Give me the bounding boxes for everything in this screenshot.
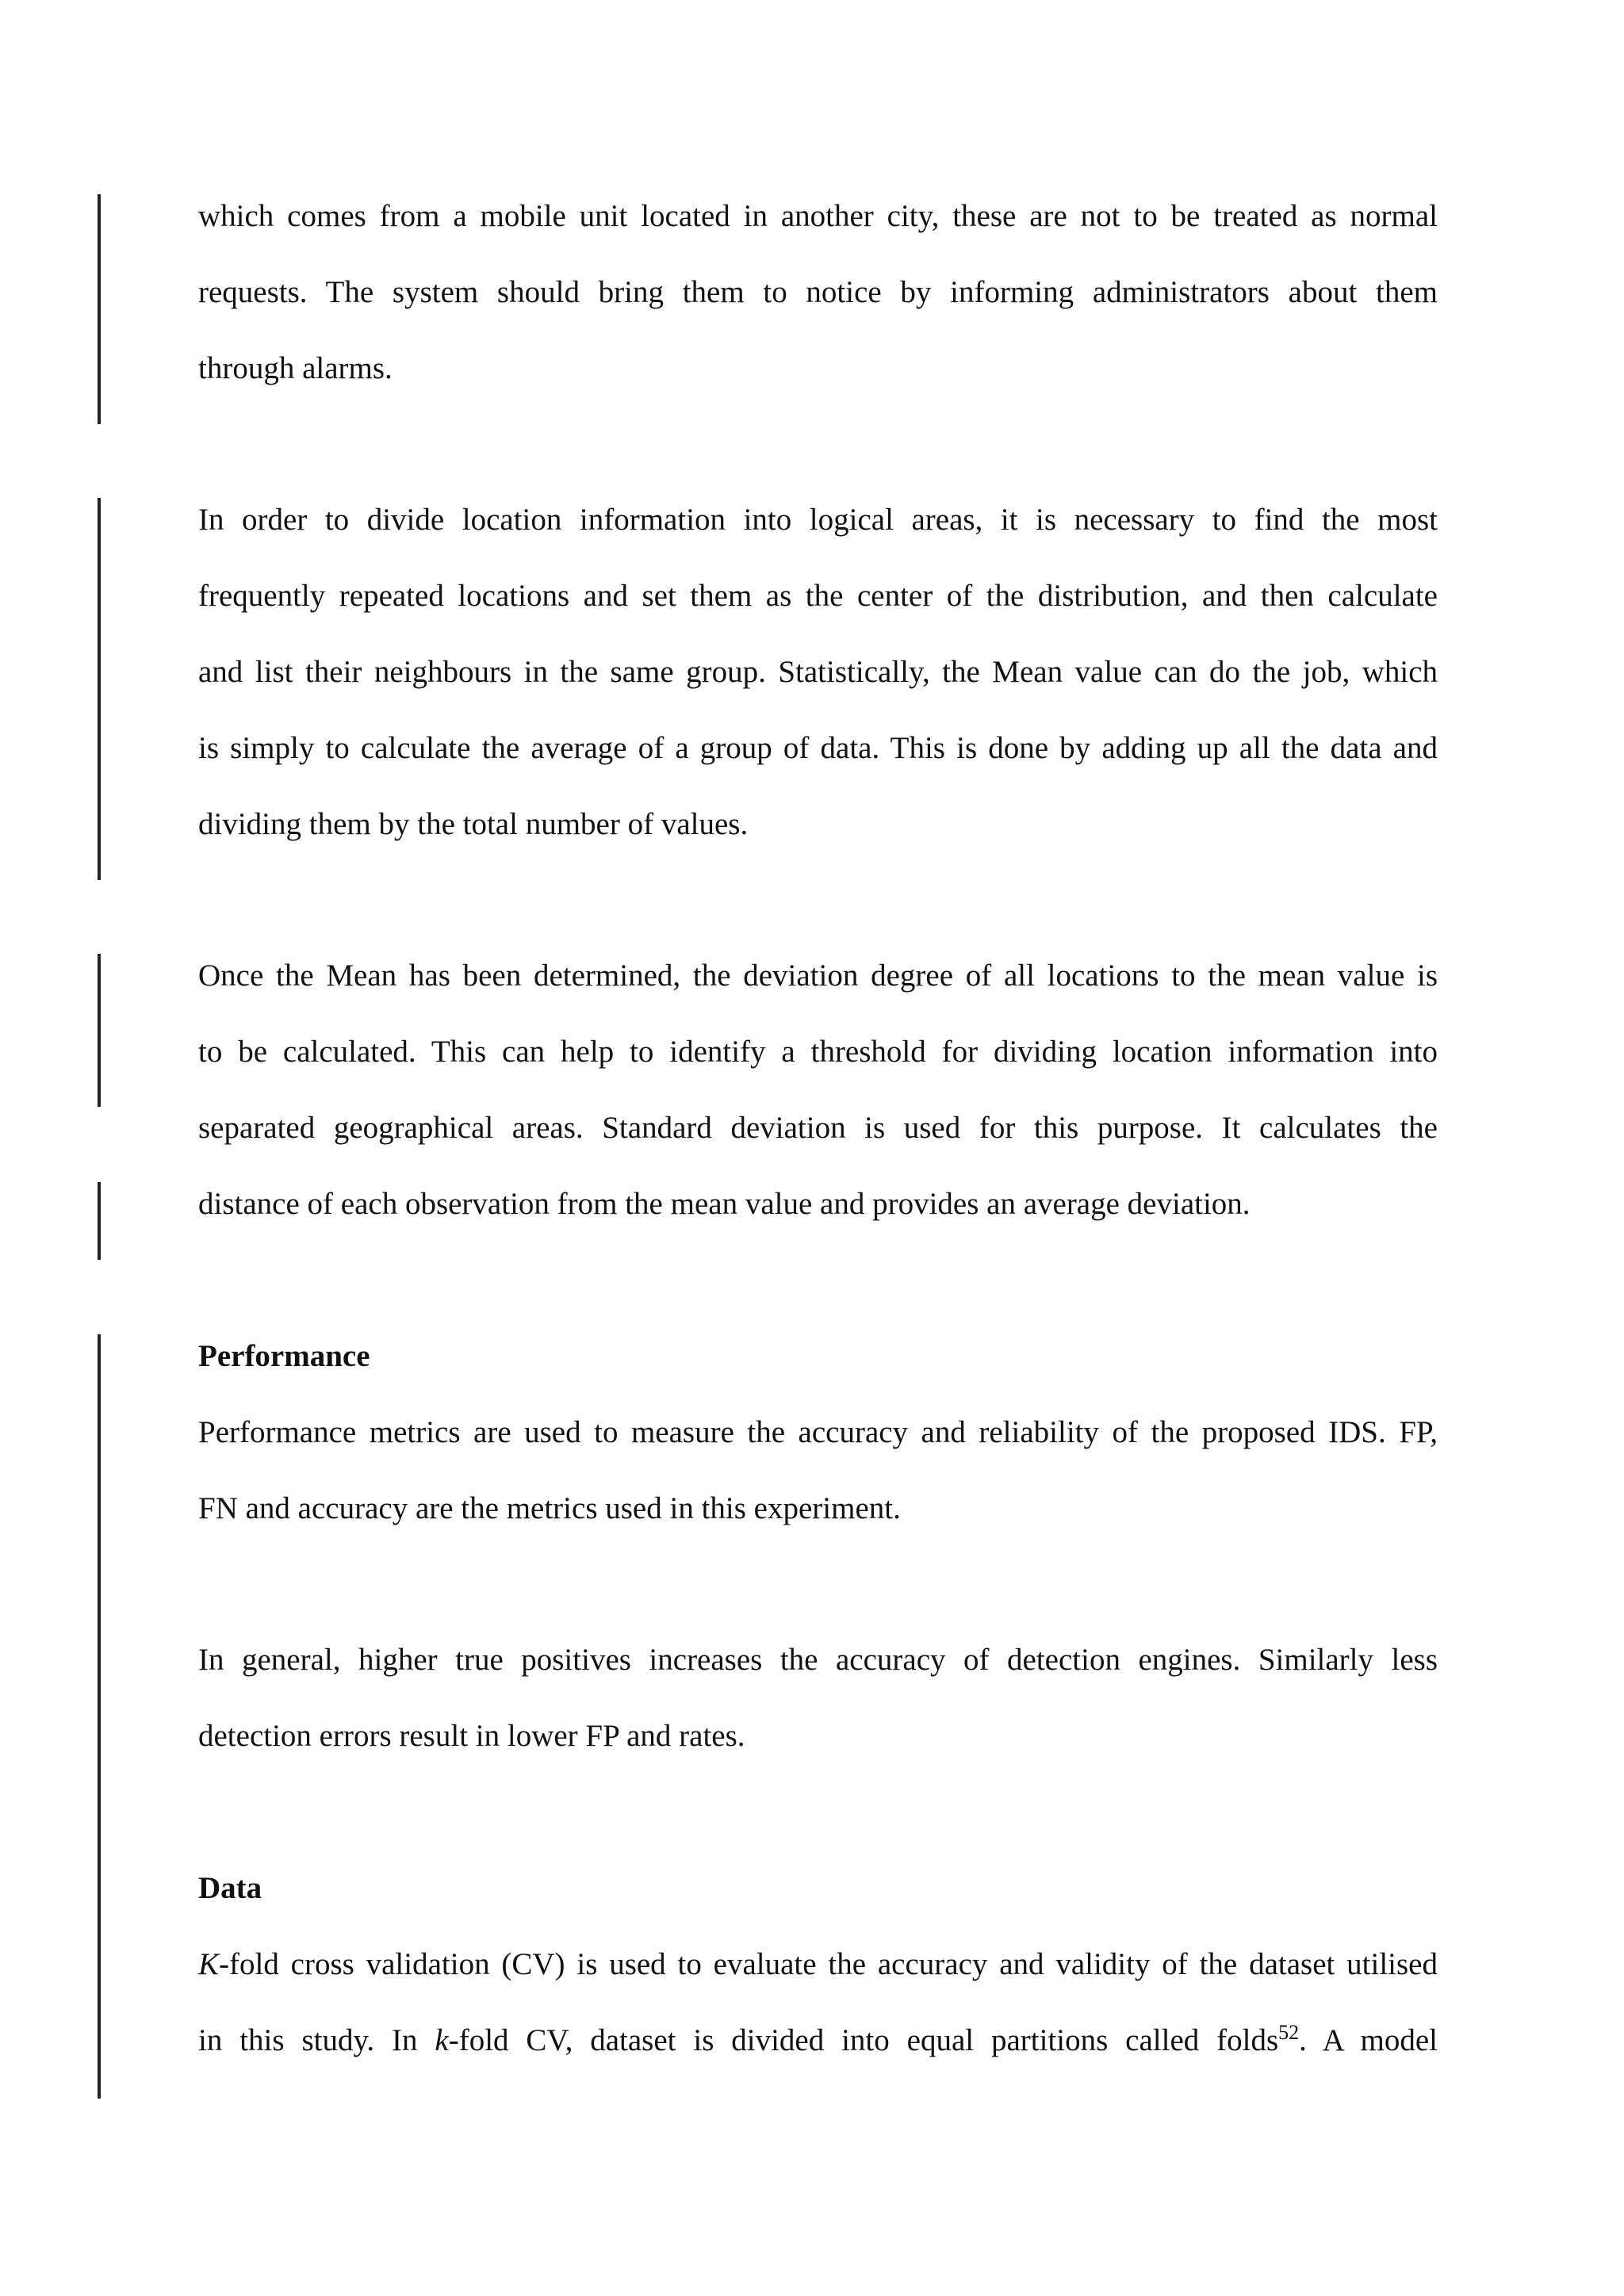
section-heading-performance: Performance (198, 1339, 370, 1373)
paragraph-line: distance of each observation from the mean value and provides an average deviation. (198, 1187, 1251, 1221)
line-text: in this study. In (198, 2023, 435, 2057)
paragraph-line: In general, higher true positives increases the accuracy of detection engines. Similarly less (198, 1643, 1438, 1677)
paragraph-line: which comes from a mobile unit located in another city, these are not to be treated as normal (198, 199, 1438, 233)
paragraph-line: is simply to calculate the average of a group of data. This is done by adding up all the data and (198, 731, 1438, 765)
paragraph-line: and list their neighbours in the same group. Statistically, the Mean value can do the job, which (198, 655, 1438, 689)
variable-k: K (198, 1947, 220, 1981)
line-text: -fold cross validation (CV) is used to evaluate the accuracy and validity of the dataset utilised (219, 1947, 1438, 1981)
section-heading-data: Data (198, 1871, 262, 1905)
paragraph-line: through alarms. (198, 351, 393, 385)
paragraph-line: Once the Mean has been determined, the deviation degree of all locations to the mean value is (198, 959, 1438, 993)
change-bar (98, 1182, 101, 1260)
paragraph-line: Performance metrics are used to measure the accuracy and reliability of the proposed IDS. FP, (198, 1415, 1438, 1449)
variable-k: k (435, 2023, 449, 2057)
change-bar (98, 498, 101, 880)
citation-superscript: 52 (1278, 2021, 1300, 2044)
change-bar (98, 194, 101, 424)
paragraph-line: dividing them by the total number of values. (198, 807, 749, 841)
change-bar (98, 954, 101, 1107)
paragraph-line (198, 1927, 1438, 2003)
paragraph-line: frequently repeated locations and set them as the center of the distribution, and then calculate (198, 579, 1438, 613)
paragraph-line: to be calculated. This can help to identify a threshold for dividing location information into (198, 1035, 1438, 1069)
paragraph-line: separated geographical areas. Standard deviation is used for this purpose. It calculates the (198, 1111, 1438, 1145)
paragraph-line: FN and accuracy are the metrics used in this experiment. (198, 1491, 901, 1525)
paragraph-line: detection errors result in lower FP and rates. (198, 1719, 745, 1753)
paragraph-line (198, 2003, 1438, 2079)
paragraph-line: requests. The system should bring them to notice by informing administrators about them (198, 275, 1438, 309)
line-text: -fold CV, dataset is divided into equal partitions called folds (448, 2023, 1279, 2057)
paragraph-line: In order to divide location information into logical areas, it is necessary to find the most (198, 503, 1438, 537)
line-text: . A model (1299, 2023, 1438, 2057)
change-bar (98, 1334, 101, 2099)
